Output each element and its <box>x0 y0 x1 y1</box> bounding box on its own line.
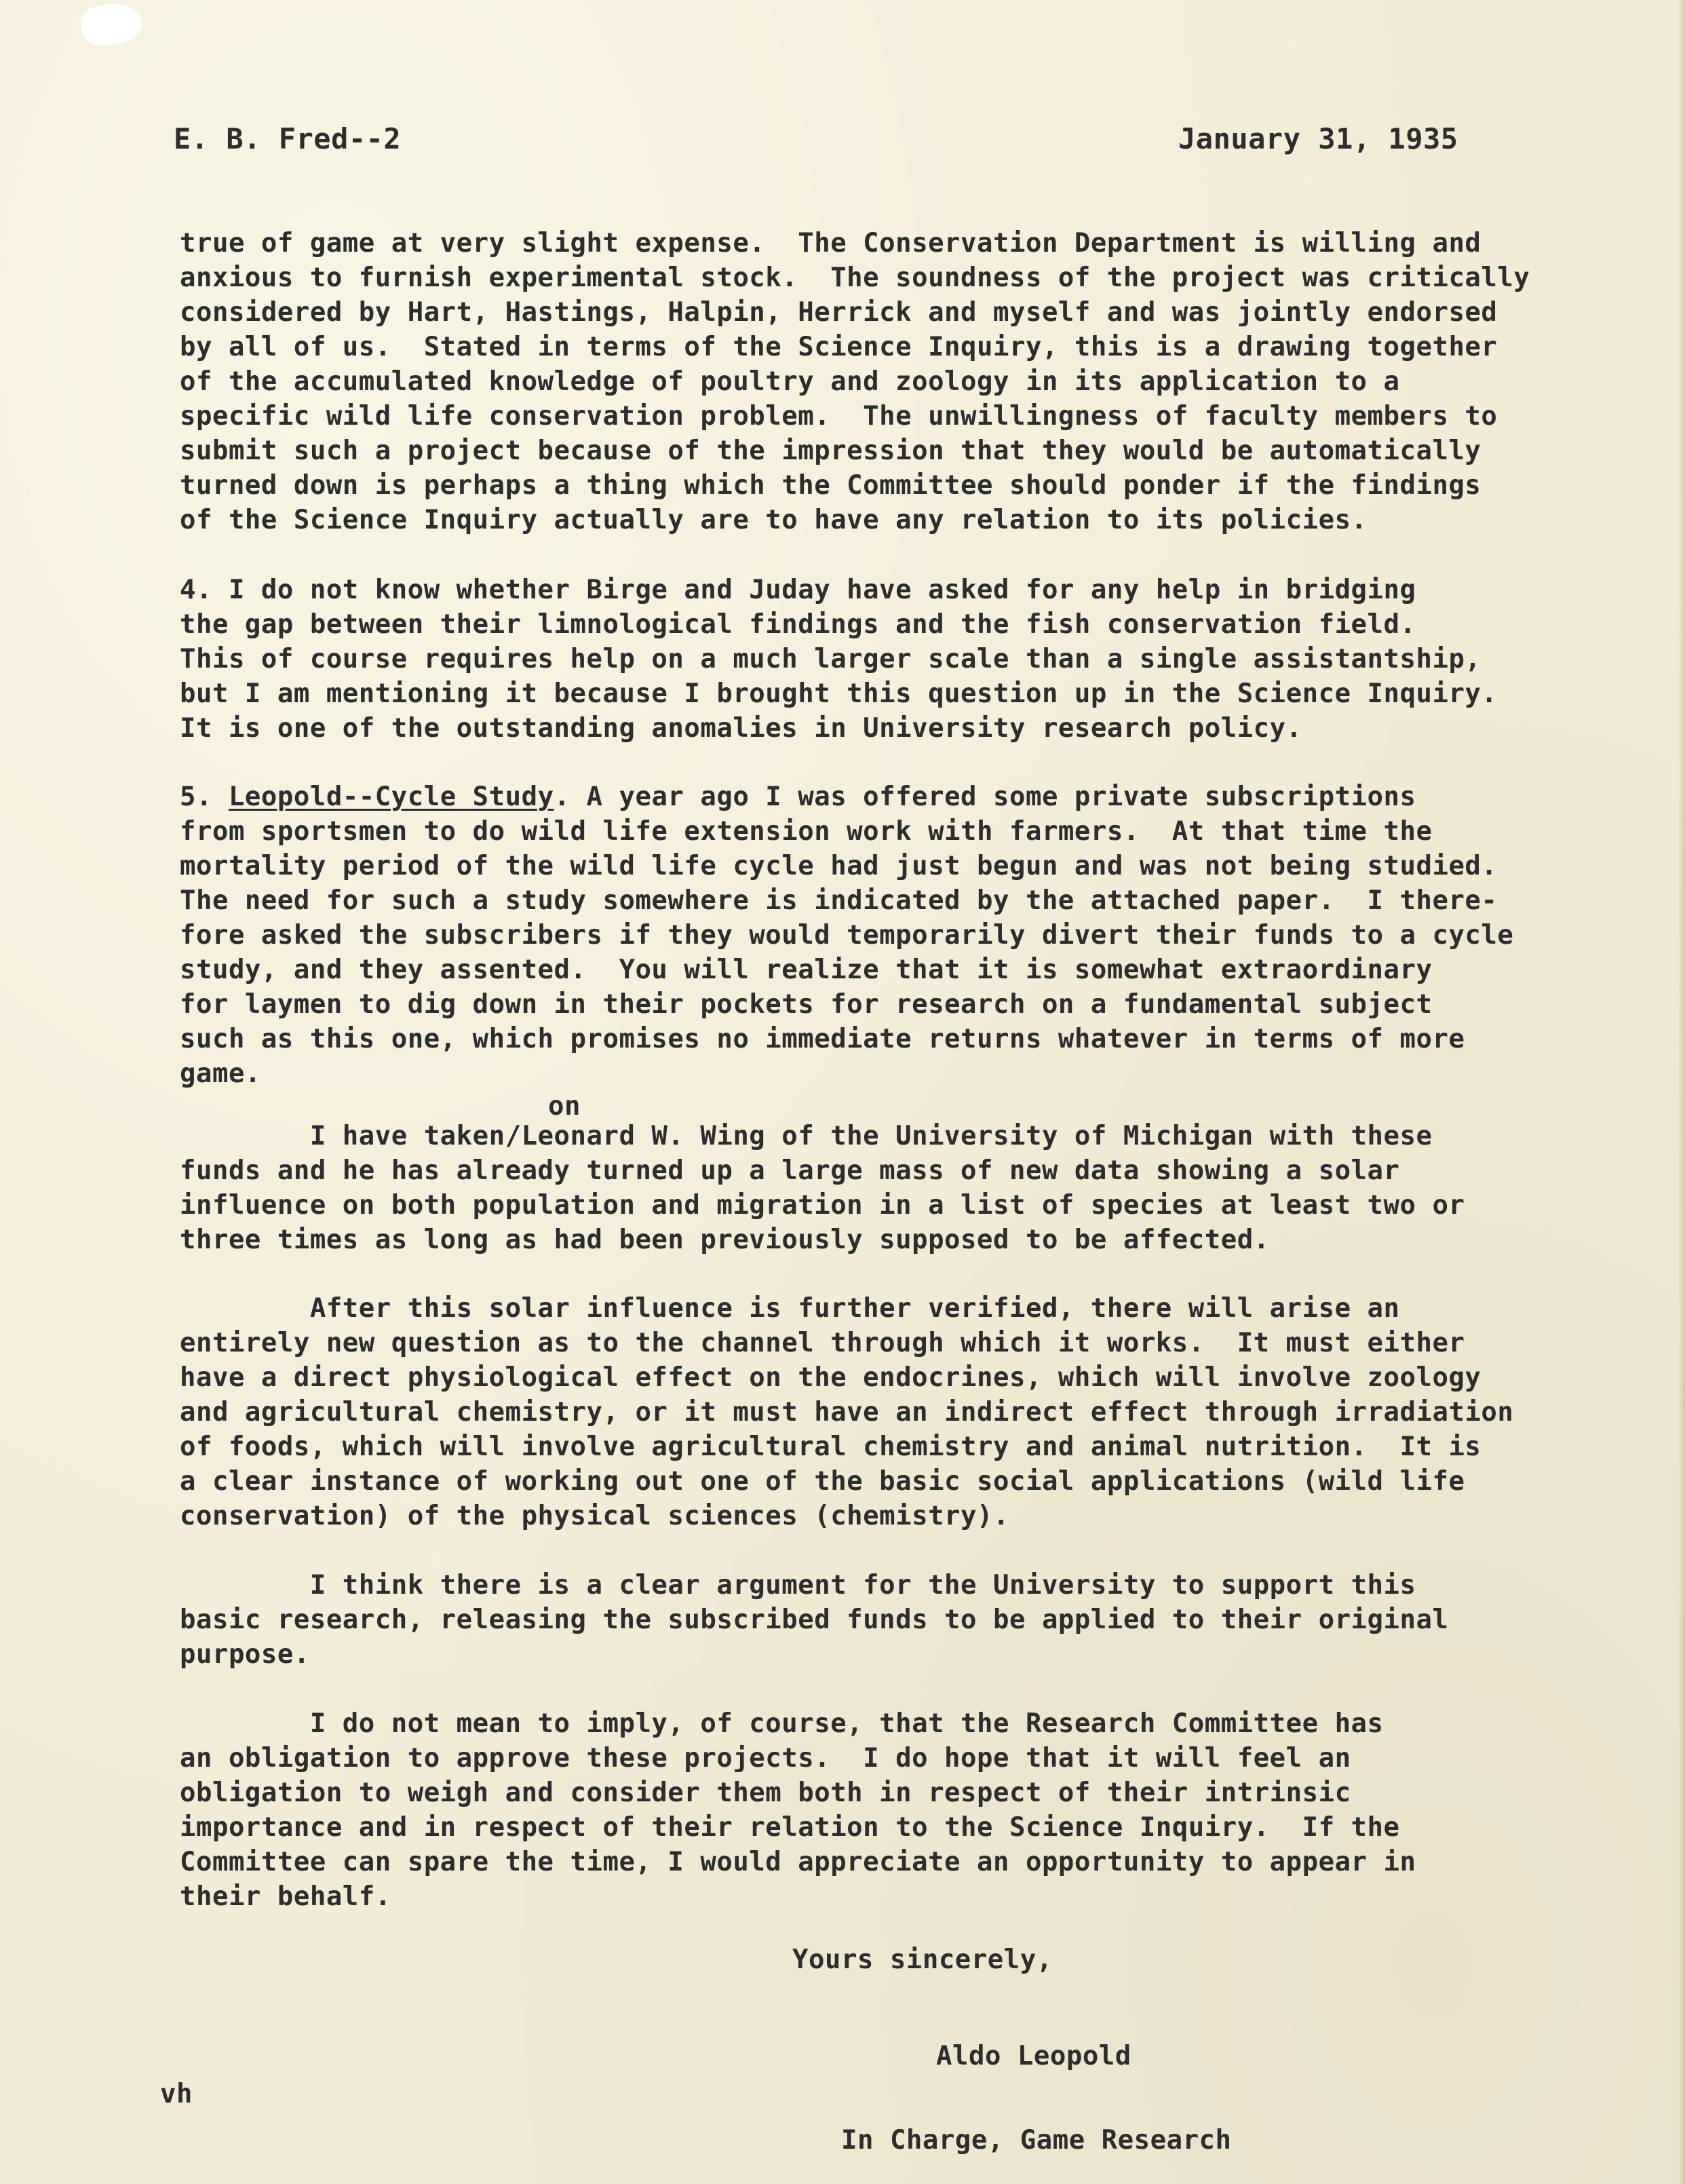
text-line: of foods, which will involve agricultural chemistry and animal nutrition. It is <box>180 1432 1481 1462</box>
text-line: 4. I do not know whether Birge and Juday have asked for any help in bridging <box>180 575 1416 605</box>
text-line: game. <box>180 1058 261 1089</box>
page-header-date: January 31, 1935 <box>1178 122 1458 155</box>
section-number: 5. <box>180 782 229 812</box>
text-line: It is one of the outstanding anomalies in University research policy. <box>180 713 1302 744</box>
text-line: The need for such a study somewhere is indicated by the attached paper. I there- <box>180 885 1498 916</box>
signature-title: In Charge, Game Research <box>841 2125 1232 2156</box>
text-line: purpose. <box>180 1639 310 1670</box>
text-line: This of course requires help on a much larger scale than a single assistantship, <box>180 644 1481 674</box>
text-line: the gap between their limnological findings and the fish conservation field. <box>180 609 1416 640</box>
text-line: I do not mean to imply, of course, that the Research Committee has <box>180 1708 1384 1739</box>
closing-salutation: Yours sincerely, <box>792 1944 1053 1975</box>
text-line: turned down is perhaps a thing which the Committee should ponder if the findings <box>180 470 1481 501</box>
text-line: considered by Hart, Hastings, Halpin, Herrick and myself and was jointly endorsed <box>180 297 1498 328</box>
text-line: obligation to weigh and consider them both in respect of their intrinsic <box>180 1778 1351 1808</box>
text-line: anxious to furnish experimental stock. The soundness of the project was critically <box>180 263 1530 293</box>
text-line: a clear instance of working out one of the basic social applications (wild life <box>180 1466 1465 1497</box>
text-line: After this solar influence is further verified, there will arise an <box>180 1293 1400 1324</box>
section-title: Leopold--Cycle Study <box>228 782 554 812</box>
text-line: I have taken/Leonard W. Wing of the University of Michigan with these <box>180 1121 1433 1151</box>
text-line: and agricultural chemistry, or it must have an indirect effect through irradiation <box>180 1397 1514 1428</box>
inserted-word: on <box>548 1091 581 1122</box>
text-line: their behalf. <box>180 1881 391 1912</box>
signature-name: Aldo Leopold <box>936 2041 1131 2071</box>
text-line: influence on both population and migration in a list of species at least two or <box>180 1190 1465 1221</box>
paper-edge-shadow <box>1678 0 1685 2184</box>
section-heading-line <box>180 780 1416 814</box>
section-first-line-text: . A year ago I was offered some private subscriptions <box>554 782 1416 812</box>
text-line: basic research, releasing the subscribed funds to be applied to their original <box>180 1605 1449 1635</box>
text-line: fore asked the subscribers if they would temporarily divert their funds to a cycle <box>180 920 1514 951</box>
text-line: such as this one, which promises no immediate returns whatever in terms of more <box>180 1024 1465 1054</box>
text-line: of the Science Inquiry actually are to have any relation to its policies. <box>180 505 1368 535</box>
text-line: funds and he has already turned up a large mass of new data showing a solar <box>180 1155 1400 1186</box>
text-line: entirely new question as to the channel through which it works. It must either <box>180 1328 1465 1358</box>
text-line: conservation) of the physical sciences (chemistry). <box>180 1501 1009 1531</box>
text-line: submit such a project because of the impression that they would be automatically <box>180 436 1481 466</box>
text-line: an obligation to approve these projects. I do hope that it will feel an <box>180 1743 1351 1774</box>
page-header-recipient: E. B. Fred--2 <box>174 122 402 155</box>
text-line: have a direct physiological effect on the endocrines, which will involve zoology <box>180 1362 1481 1393</box>
text-line: study, and they assented. You will realize that it is somewhat extraordinary <box>180 955 1433 985</box>
text-line: specific wild life conservation problem. The unwillingness of faculty members to <box>180 401 1498 432</box>
text-line: I think there is a clear argument for the University to support this <box>180 1570 1416 1601</box>
text-line: Committee can spare the time, I would appreciate an opportunity to appear in <box>180 1847 1416 1877</box>
text-line: true of game at very slight expense. The Conservation Department is willing and <box>180 228 1481 258</box>
typist-initials: vh <box>160 2079 193 2109</box>
text-line: of the accumulated knowledge of poultry and zoology in its application to a <box>180 366 1400 397</box>
text-line: by all of us. Stated in terms of the Science Inquiry, this is a drawing together <box>180 332 1498 362</box>
text-line: for laymen to dig down in their pockets for research on a fundamental subject <box>180 989 1433 1020</box>
text-line: but I am mentioning it because I brought this question up in the Science Inquiry. <box>180 678 1498 709</box>
text-line: importance and in respect of their relation to the Science Inquiry. If the <box>180 1812 1400 1843</box>
text-line: mortality period of the wild life cycle had just begun and was not being studied. <box>180 851 1498 881</box>
text-line: three times as long as had been previously supposed to be affected. <box>180 1225 1270 1255</box>
text-line: from sportsmen to do wild life extension work with farmers. At that time the <box>180 816 1433 847</box>
